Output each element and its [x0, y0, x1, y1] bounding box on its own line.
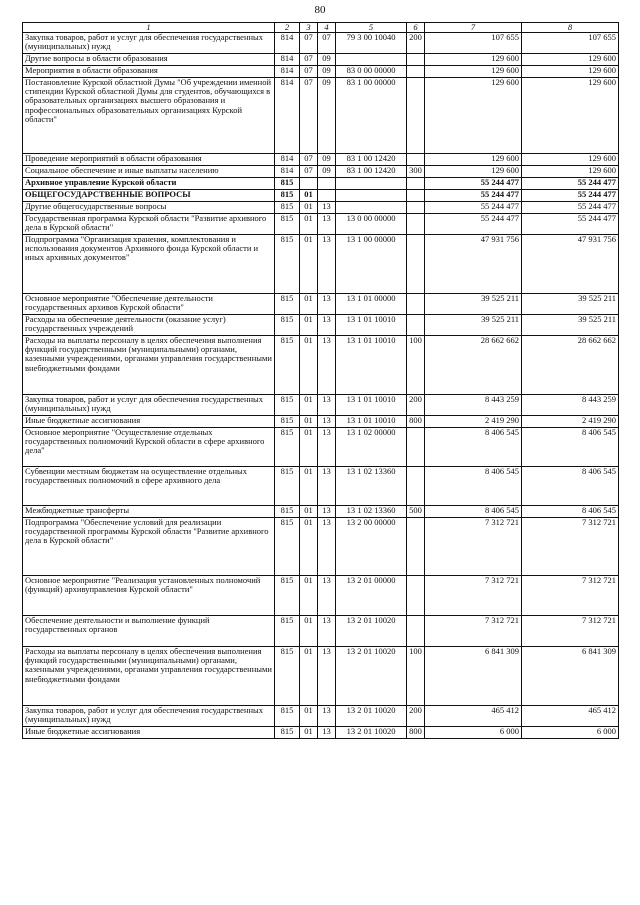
table-row: [23, 154, 619, 166]
sum-col-7: 47 931 756: [425, 235, 522, 294]
subsection-code: 13: [318, 336, 336, 395]
col-header: 6: [407, 23, 425, 33]
col-header: 7: [425, 23, 522, 33]
table-row: [23, 518, 619, 576]
row-name: Подпрограмма "Организация хранения, комплектования и использования документов Архивного фонда Курской области и иных архивных документов": [23, 235, 275, 294]
target-article: 79 3 00 10040: [336, 33, 407, 54]
expense-type: 200: [407, 395, 425, 416]
expense-type: [407, 518, 425, 576]
target-article: 13 2 01 00000: [336, 576, 407, 616]
section-code: 01: [300, 576, 318, 616]
subsection-code: 13: [318, 315, 336, 336]
subsection-code: 09: [318, 66, 336, 78]
section-code: 01: [300, 214, 318, 235]
dept-code: 815: [275, 428, 300, 467]
target-article: 13 1 02 13360: [336, 506, 407, 518]
expense-type: 200: [407, 33, 425, 54]
expense-type: [407, 616, 425, 647]
target-article: 13 0 00 00000: [336, 214, 407, 235]
row-name: Социальное обеспечение и иные выплаты населению: [23, 166, 275, 178]
expense-type: [407, 467, 425, 506]
target-article: 13 1 01 10010: [336, 336, 407, 395]
target-article: [336, 178, 407, 190]
subsection-code: 09: [318, 154, 336, 166]
sum-col-7: 8 443 259: [425, 395, 522, 416]
col-header: 8: [522, 23, 619, 33]
subsection-code: 13: [318, 467, 336, 506]
dept-code: 815: [275, 467, 300, 506]
table-row: [23, 294, 619, 315]
section-code: 01: [300, 467, 318, 506]
row-name: Закупка товаров, работ и услуг для обеспечения государственных (муниципальных) нужд: [23, 706, 275, 727]
table-row: [23, 190, 619, 202]
col-header: 3: [300, 23, 318, 33]
expense-type: [407, 315, 425, 336]
subsection-code: [318, 178, 336, 190]
sum-col-8: 129 600: [522, 166, 619, 178]
table-row: [23, 416, 619, 428]
target-article: 83 0 00 00000: [336, 66, 407, 78]
section-code: 01: [300, 202, 318, 214]
sum-col-7: 55 244 477: [425, 190, 522, 202]
subsection-code: 13: [318, 706, 336, 727]
row-name: Закупка товаров, работ и услуг для обеспечения государственных (муниципальных) нужд: [23, 33, 275, 54]
row-name: Основное мероприятие "Реализация установленных полномочий (функций) архивуправления Курской области": [23, 576, 275, 616]
dept-code: 815: [275, 190, 300, 202]
dept-code: 814: [275, 166, 300, 178]
expense-type: [407, 214, 425, 235]
table-row: [23, 178, 619, 190]
table-row: [23, 706, 619, 727]
dept-code: 815: [275, 178, 300, 190]
section-code: 07: [300, 166, 318, 178]
table-row: [23, 336, 619, 395]
table-row: [23, 647, 619, 706]
section-code: 01: [300, 315, 318, 336]
budget-table: [22, 22, 619, 739]
sum-col-8: 55 244 477: [522, 202, 619, 214]
expense-type: 100: [407, 336, 425, 395]
sum-col-8: 55 244 477: [522, 190, 619, 202]
subsection-code: 13: [318, 294, 336, 315]
table-row: [23, 315, 619, 336]
target-article: 13 1 01 10010: [336, 315, 407, 336]
sum-col-7: 7 312 721: [425, 576, 522, 616]
sum-col-8: 7 312 721: [522, 576, 619, 616]
target-article: 83 1 00 12420: [336, 154, 407, 166]
table-row: [23, 428, 619, 467]
page-number: 80: [314, 4, 326, 16]
section-code: 01: [300, 235, 318, 294]
col-header: 4: [318, 23, 336, 33]
section-code: 07: [300, 54, 318, 66]
table-row: [23, 616, 619, 647]
row-name: Расходы на выплаты персоналу в целях обеспечения выполнения функций государственными (муниципальными) органами, казенными учреждениями, органами управления государственными внебюджетными фондами: [23, 647, 275, 706]
sum-col-7: 39 525 211: [425, 315, 522, 336]
subsection-code: 13: [318, 428, 336, 467]
sum-col-8: 55 244 477: [522, 214, 619, 235]
subsection-code: 09: [318, 166, 336, 178]
dept-code: 814: [275, 66, 300, 78]
table-row: [23, 235, 619, 294]
table-row: [23, 66, 619, 78]
expense-type: 300: [407, 166, 425, 178]
expense-type: 100: [407, 647, 425, 706]
expense-type: 200: [407, 706, 425, 727]
sum-col-7: 6 000: [425, 727, 522, 739]
dept-code: 814: [275, 154, 300, 166]
row-name: Иные бюджетные ассигнования: [23, 727, 275, 739]
sum-col-8: 8 406 545: [522, 467, 619, 506]
row-name: Государственная программа Курской области "Развитие архивного дела в Курской области": [23, 214, 275, 235]
section-code: 01: [300, 428, 318, 467]
row-name: Межбюджетные трансферты: [23, 506, 275, 518]
table-row: [23, 202, 619, 214]
expense-type: [407, 294, 425, 315]
sum-col-8: 129 600: [522, 78, 619, 154]
section-code: 01: [300, 395, 318, 416]
expense-type: [407, 66, 425, 78]
dept-code: 815: [275, 315, 300, 336]
header-row: [23, 23, 619, 33]
row-name: Основное мероприятие "Осуществление отдельных государственных полномочий Курской области в сфере архивного дела": [23, 428, 275, 467]
expense-type: [407, 576, 425, 616]
expense-type: [407, 428, 425, 467]
row-name: Мероприятия в области образования: [23, 66, 275, 78]
section-code: 01: [300, 727, 318, 739]
subsection-code: 13: [318, 576, 336, 616]
target-article: 13 1 01 10010: [336, 416, 407, 428]
row-name: Другие общегосударственные вопросы: [23, 202, 275, 214]
sum-col-7: 39 525 211: [425, 294, 522, 315]
sum-col-7: 6 841 309: [425, 647, 522, 706]
sum-col-7: 7 312 721: [425, 518, 522, 576]
expense-type: [407, 178, 425, 190]
row-name: Постановление Курской областной Думы "Об учреждении именной стипендии Курской областной Думы для студентов, обучающихся в образовательных организациях высшего образования и профессиональных образовательных организациях Курской области": [23, 78, 275, 154]
col-header: 2: [275, 23, 300, 33]
section-code: 01: [300, 506, 318, 518]
sum-col-7: 55 244 477: [425, 214, 522, 235]
dept-code: 815: [275, 727, 300, 739]
target-article: 13 1 00 00000: [336, 235, 407, 294]
dept-code: 815: [275, 506, 300, 518]
row-name: Проведение мероприятий в области образования: [23, 154, 275, 166]
target-article: 83 1 00 12420: [336, 166, 407, 178]
target-article: 13 2 01 10020: [336, 647, 407, 706]
row-name: Обеспечение деятельности и выполнение функций государственных органов: [23, 616, 275, 647]
target-article: [336, 54, 407, 66]
subsection-code: 13: [318, 727, 336, 739]
sum-col-7: 8 406 545: [425, 506, 522, 518]
subsection-code: 13: [318, 202, 336, 214]
sum-col-8: 47 931 756: [522, 235, 619, 294]
sum-col-7: 8 406 545: [425, 428, 522, 467]
expense-type: 800: [407, 416, 425, 428]
row-name: Основное мероприятие "Обеспечение деятельности государственных архивов Курской области": [23, 294, 275, 315]
dept-code: 815: [275, 395, 300, 416]
subsection-code: 09: [318, 54, 336, 66]
sum-col-8: 39 525 211: [522, 315, 619, 336]
dept-code: 815: [275, 336, 300, 395]
dept-code: 815: [275, 235, 300, 294]
section-code: 07: [300, 78, 318, 154]
sum-col-8: 7 312 721: [522, 616, 619, 647]
sum-col-8: 129 600: [522, 66, 619, 78]
row-name: Архивное управление Курской области: [23, 178, 275, 190]
sum-col-8: 2 419 290: [522, 416, 619, 428]
subsection-code: 13: [318, 235, 336, 294]
sum-col-7: 8 406 545: [425, 467, 522, 506]
table-row: [23, 33, 619, 54]
subsection-code: 13: [318, 214, 336, 235]
sum-col-8: 107 655: [522, 33, 619, 54]
sum-col-7: 465 412: [425, 706, 522, 727]
section-code: 07: [300, 66, 318, 78]
dept-code: 814: [275, 33, 300, 54]
subsection-code: [318, 190, 336, 202]
table-row: [23, 727, 619, 739]
target-article: 13 2 01 10020: [336, 727, 407, 739]
sum-col-7: 129 600: [425, 78, 522, 154]
target-article: [336, 190, 407, 202]
sum-col-8: 8 406 545: [522, 428, 619, 467]
target-article: 13 1 02 13360: [336, 467, 407, 506]
sum-col-8: 55 244 477: [522, 178, 619, 190]
target-article: 83 1 00 00000: [336, 78, 407, 154]
sum-col-7: 129 600: [425, 66, 522, 78]
expense-type: [407, 190, 425, 202]
subsection-code: 13: [318, 616, 336, 647]
row-name: Другие вопросы в области образования: [23, 54, 275, 66]
dept-code: 815: [275, 214, 300, 235]
section-code: 01: [300, 294, 318, 315]
section-code: 01: [300, 647, 318, 706]
sum-col-8: 129 600: [522, 54, 619, 66]
sum-col-7: 55 244 477: [425, 178, 522, 190]
dept-code: 815: [275, 416, 300, 428]
sum-col-8: 465 412: [522, 706, 619, 727]
table-row: [23, 78, 619, 154]
sum-col-7: 107 655: [425, 33, 522, 54]
dept-code: 814: [275, 54, 300, 66]
subsection-code: 13: [318, 506, 336, 518]
row-name: Расходы на выплаты персоналу в целях обеспечения выполнения функций государственными (муниципальными) органами, казенными учреждениями, органами управления государственными внебюджетными фондами: [23, 336, 275, 395]
row-name: Подпрограмма "Обеспечение условий для реализации государственной программы Курской области "Развитие архивного дела в Курской области": [23, 518, 275, 576]
section-code: 07: [300, 33, 318, 54]
expense-type: [407, 202, 425, 214]
sum-col-7: 129 600: [425, 154, 522, 166]
sum-col-7: 7 312 721: [425, 616, 522, 647]
target-article: 13 2 01 10020: [336, 706, 407, 727]
expense-type: [407, 78, 425, 154]
expense-type: [407, 154, 425, 166]
subsection-code: 13: [318, 416, 336, 428]
target-article: 13 1 01 10010: [336, 395, 407, 416]
section-code: 01: [300, 518, 318, 576]
expense-type: 800: [407, 727, 425, 739]
dept-code: 815: [275, 647, 300, 706]
section-code: 01: [300, 706, 318, 727]
sum-col-7: 129 600: [425, 166, 522, 178]
expense-type: [407, 235, 425, 294]
dept-code: 815: [275, 518, 300, 576]
table-row: [23, 166, 619, 178]
table-row: [23, 506, 619, 518]
sum-col-7: 2 419 290: [425, 416, 522, 428]
row-name: Расходы на обеспечение деятельности (оказание услуг) государственных учреждений: [23, 315, 275, 336]
target-article: 13 2 00 00000: [336, 518, 407, 576]
row-name: Иные бюджетные ассигнования: [23, 416, 275, 428]
sum-col-8: 6 841 309: [522, 647, 619, 706]
sum-col-7: 55 244 477: [425, 202, 522, 214]
dept-code: 814: [275, 78, 300, 154]
dept-code: 815: [275, 706, 300, 727]
target-article: 13 1 01 00000: [336, 294, 407, 315]
sum-col-8: 8 443 259: [522, 395, 619, 416]
section-code: 01: [300, 416, 318, 428]
sum-col-7: 28 662 662: [425, 336, 522, 395]
table-row: [23, 467, 619, 506]
col-header: 5: [336, 23, 407, 33]
table-row: [23, 54, 619, 66]
subsection-code: 09: [318, 78, 336, 154]
target-article: 13 2 01 10020: [336, 616, 407, 647]
dept-code: 815: [275, 576, 300, 616]
subsection-code: 13: [318, 395, 336, 416]
subsection-code: 13: [318, 647, 336, 706]
sum-col-8: 39 525 211: [522, 294, 619, 315]
table-row: [23, 576, 619, 616]
col-header: 1: [23, 23, 275, 33]
table-row: [23, 214, 619, 235]
row-name: Субвенции местным бюджетам на осуществление отдельных государственных полномочий в сфере архивного дела: [23, 467, 275, 506]
dept-code: 815: [275, 616, 300, 647]
sum-col-8: 28 662 662: [522, 336, 619, 395]
dept-code: 815: [275, 294, 300, 315]
sum-col-8: 129 600: [522, 154, 619, 166]
row-name: Закупка товаров, работ и услуг для обеспечения государственных (муниципальных) нужд: [23, 395, 275, 416]
section-code: 01: [300, 336, 318, 395]
target-article: 13 1 02 00000: [336, 428, 407, 467]
section-code: 01: [300, 190, 318, 202]
row-name: ОБЩЕГОСУДАРСТВЕННЫЕ ВОПРОСЫ: [23, 190, 275, 202]
section-code: [300, 178, 318, 190]
sum-col-8: 6 000: [522, 727, 619, 739]
subsection-code: 07: [318, 33, 336, 54]
target-article: [336, 202, 407, 214]
sum-col-8: 7 312 721: [522, 518, 619, 576]
dept-code: 815: [275, 202, 300, 214]
section-code: 01: [300, 616, 318, 647]
expense-type: 500: [407, 506, 425, 518]
expense-type: [407, 54, 425, 66]
section-code: 07: [300, 154, 318, 166]
sum-col-8: 8 406 545: [522, 506, 619, 518]
subsection-code: 13: [318, 518, 336, 576]
table-row: [23, 395, 619, 416]
sum-col-7: 129 600: [425, 54, 522, 66]
